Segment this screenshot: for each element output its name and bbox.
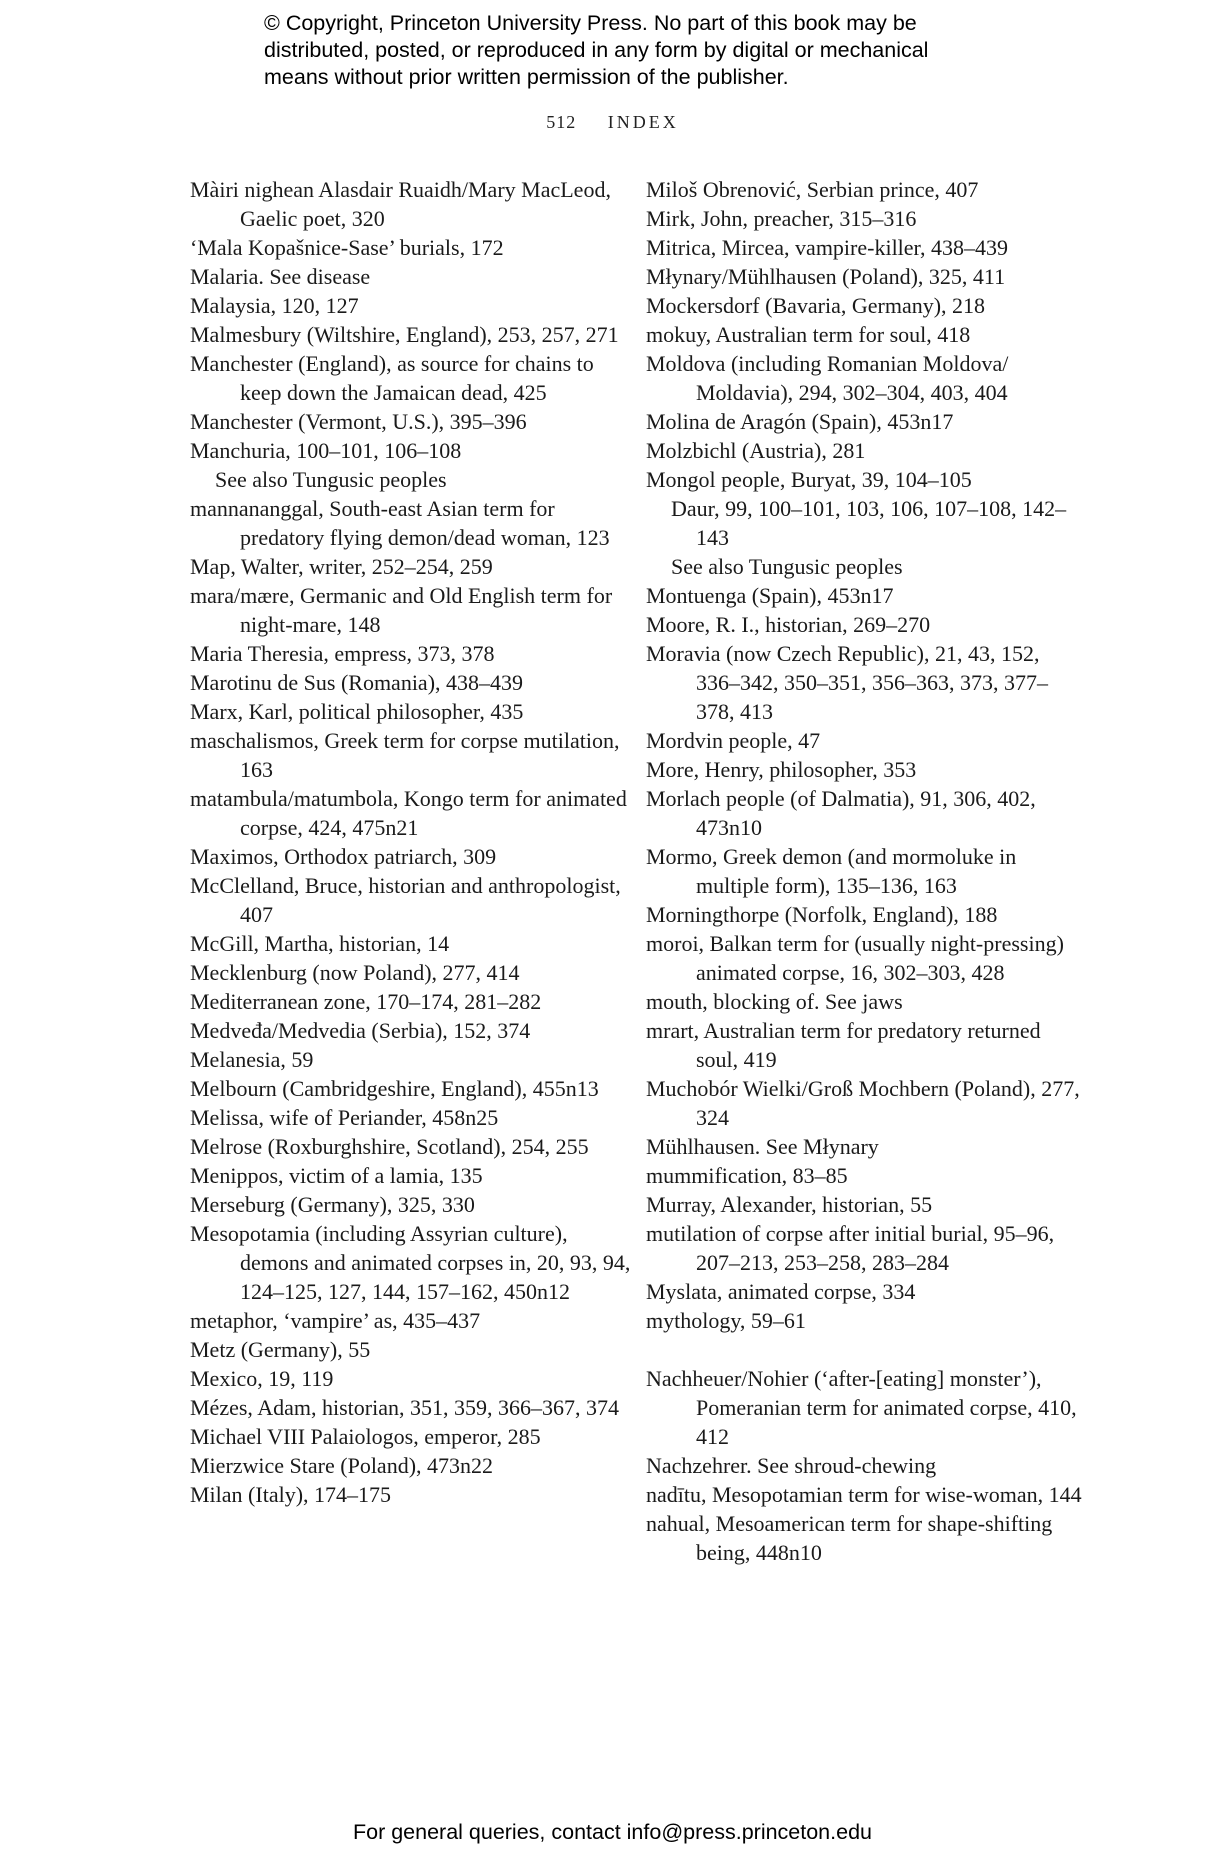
index-entry: nadītu, Mesopotamian term for wise-woman, 144: [646, 1482, 1082, 1507]
index-entry: Manchuria, 100–101, 106–108: [190, 438, 462, 463]
index-entry: Morningthorpe (Norfolk, England), 188: [646, 902, 998, 927]
copyright-notice: [264, 10, 984, 91]
index-entry: Maximos, Orthodox patriarch, 309: [190, 844, 497, 869]
index-entry: Malaysia, 120, 127: [190, 293, 359, 318]
index-entry: See also Tungusic peoples: [671, 554, 903, 579]
index-entry: Mézes, Adam, historian, 351, 359, 366–367, 374: [190, 1395, 619, 1420]
index-entry: Montuenga (Spain), 453n17: [646, 583, 894, 608]
index-entry: Map, Walter, writer, 252–254, 259: [190, 554, 493, 579]
index-entry: matambula/matumbola, Kongo term for animated corpse, 424, 475n21: [190, 786, 627, 840]
index-entry: Mirk, John, preacher, 315–316: [646, 206, 917, 231]
index-entry: Murray, Alexander, historian, 55: [646, 1192, 933, 1217]
index-entry: Màiri nighean Alasdair Ruaidh/Mary MacLeod, Gaelic poet, 320: [190, 177, 611, 231]
index-entry: Muchobór Wielki/Groß Mochbern (Poland), 277, 324: [646, 1076, 1080, 1130]
index-entry: More, Henry, philosopher, 353: [646, 757, 917, 782]
index-entry: Miloš Obrenović, Serbian prince, 407: [646, 177, 979, 202]
index-entry: mythology, 59–61: [646, 1308, 806, 1333]
index-entry: Mexico, 19, 119: [190, 1366, 334, 1391]
index-entry: metaphor, ‘vampire’ as, 435–437: [190, 1308, 481, 1333]
index-entry: Michael VIII Palaiologos, emperor, 285: [190, 1424, 541, 1449]
index-entry: Manchester (England), as source for chains to keep down the Jamaican dead, 425: [190, 351, 594, 405]
index-entry: Milan (Italy), 174–175: [190, 1482, 392, 1507]
index-entry: Nachheuer/Nohier (‘after-[eating] monster’), Pomeranian term for animated corpse, 410, 412: [646, 1366, 1077, 1449]
index-entry: Mühlhausen. See Młynary: [646, 1134, 879, 1159]
index-entry: mummification, 83–85: [646, 1163, 848, 1188]
copyright-line: distributed, posted, or reproduced in any form by digital or mechanical: [264, 38, 929, 62]
index-entry: Nachzehrer. See shroud-chewing: [646, 1453, 937, 1478]
index-entry: Młynary/Mühlhausen (Poland), 325, 411: [646, 264, 1006, 289]
index-entry: Mormo, Greek demon (and mormoluke in multiple form), 135–136, 163: [646, 844, 1017, 898]
index-entry: mokuy, Australian term for soul, 418: [646, 322, 971, 347]
index-entry: Metz (Germany), 55: [190, 1337, 371, 1362]
index-entry: maschalismos, Greek term for corpse mutilation, 163: [190, 728, 620, 782]
index-entry: Maria Theresia, empress, 373, 378: [190, 641, 495, 666]
index-entry: Daur, 99, 100–101, 103, 106, 107–108, 142–143: [671, 496, 1067, 550]
index-entry: Mierzwice Stare (Poland), 473n22: [190, 1453, 494, 1478]
index-entry: moroi, Balkan term for (usually night-pressing) animated corpse, 16, 302–303, 428: [646, 931, 1064, 985]
index-entry: McGill, Martha, historian, 14: [190, 931, 450, 956]
index-entry: Menippos, victim of a lamia, 135: [190, 1163, 483, 1188]
index-entry: Malaria. See disease: [190, 264, 371, 289]
index-entry: Melbourn (Cambridgeshire, England), 455n13: [190, 1076, 599, 1101]
index-entry: Medveđa/Medvedia (Serbia), 152, 374: [190, 1018, 531, 1043]
index-entry: mutilation of corpse after initial burial, 95–96, 207–213, 253–258, 283–284: [646, 1221, 1055, 1275]
index-entry: Mongol people, Buryat, 39, 104–105: [646, 467, 972, 492]
index-entry: nahual, Mesoamerican term for shape-shifting being, 448n10: [646, 1511, 1053, 1565]
index-entry: mannananggal, South-east Asian term for predatory flying demon/dead woman, 123: [190, 496, 610, 550]
index-entry: Malmesbury (Wiltshire, England), 253, 257, 271: [190, 322, 619, 347]
index-entry: Myslata, animated corpse, 334: [646, 1279, 916, 1304]
index-entry: Mecklenburg (now Poland), 277, 414: [190, 960, 520, 985]
index-entry: Molina de Aragón (Spain), 453n17: [646, 409, 954, 434]
index-entry: Melissa, wife of Periander, 458n25: [190, 1105, 499, 1130]
index-entry: Manchester (Vermont, U.S.), 395–396: [190, 409, 527, 434]
index-entry: Mitrica, Mircea, vampire-killer, 438–439: [646, 235, 1009, 260]
index-entry: Melrose (Roxburghshire, Scotland), 254, 255: [190, 1134, 589, 1159]
index-column-left: [190, 175, 640, 1509]
index-entry: Morlach people (of Dalmatia), 91, 306, 402, 473n10: [646, 786, 1036, 840]
index-entry: See also Tungusic peoples: [215, 467, 447, 492]
index-entry: Merseburg (Germany), 325, 330: [190, 1192, 475, 1217]
section-title: INDEX: [607, 112, 679, 132]
index-entry: ‘Mala Kopašnice-Sase’ burials, 172: [190, 235, 504, 260]
index-entry: Mesopotamia (including Assyrian culture), demons and animated corpses in, 20, 93, 94, 124–125, 127, 144, 157–162, 450n12: [190, 1221, 631, 1304]
copyright-line: © Copyright, Princeton University Press. No part of this book may be: [264, 11, 917, 35]
index-entry: Melanesia, 59: [190, 1047, 314, 1072]
index-entry: Moravia (now Czech Republic), 21, 43, 152, 336–342, 350–351, 356–363, 373, 377–378, 413: [646, 641, 1048, 724]
page-number: 512: [546, 112, 577, 132]
index-entry: mouth, blocking of. See jaws: [646, 989, 903, 1014]
index-entry: mrart, Australian term for predatory returned soul, 419: [646, 1018, 1041, 1072]
contact-footer: For general queries, contact info@press.princeton.edu: [352, 1820, 872, 1844]
index-entry: mara/mære, Germanic and Old English term for night-mare, 148: [190, 583, 613, 637]
running-head: [0, 112, 1225, 133]
index-entry: Moldova (including Romanian Moldova/ Moldavia), 294, 302–304, 403, 404: [646, 351, 1009, 405]
index-entry: Mockersdorf (Bavaria, Germany), 218: [646, 293, 986, 318]
index-entry: Moore, R. I., historian, 269–270: [646, 612, 931, 637]
index-entry: Mediterranean zone, 170–174, 281–282: [190, 989, 542, 1014]
index-entry: Mordvin people, 47: [646, 728, 821, 753]
index-column-right: [646, 175, 1086, 1567]
index-entry: Molzbichl (Austria), 281: [646, 438, 866, 463]
index-entry: McClelland, Bruce, historian and anthropologist, 407: [190, 873, 621, 927]
copyright-line: means without prior written permission of the publisher.: [264, 65, 789, 89]
index-entry: Marotinu de Sus (Romania), 438–439: [190, 670, 524, 695]
index-entry: Marx, Karl, political philosopher, 435: [190, 699, 524, 724]
